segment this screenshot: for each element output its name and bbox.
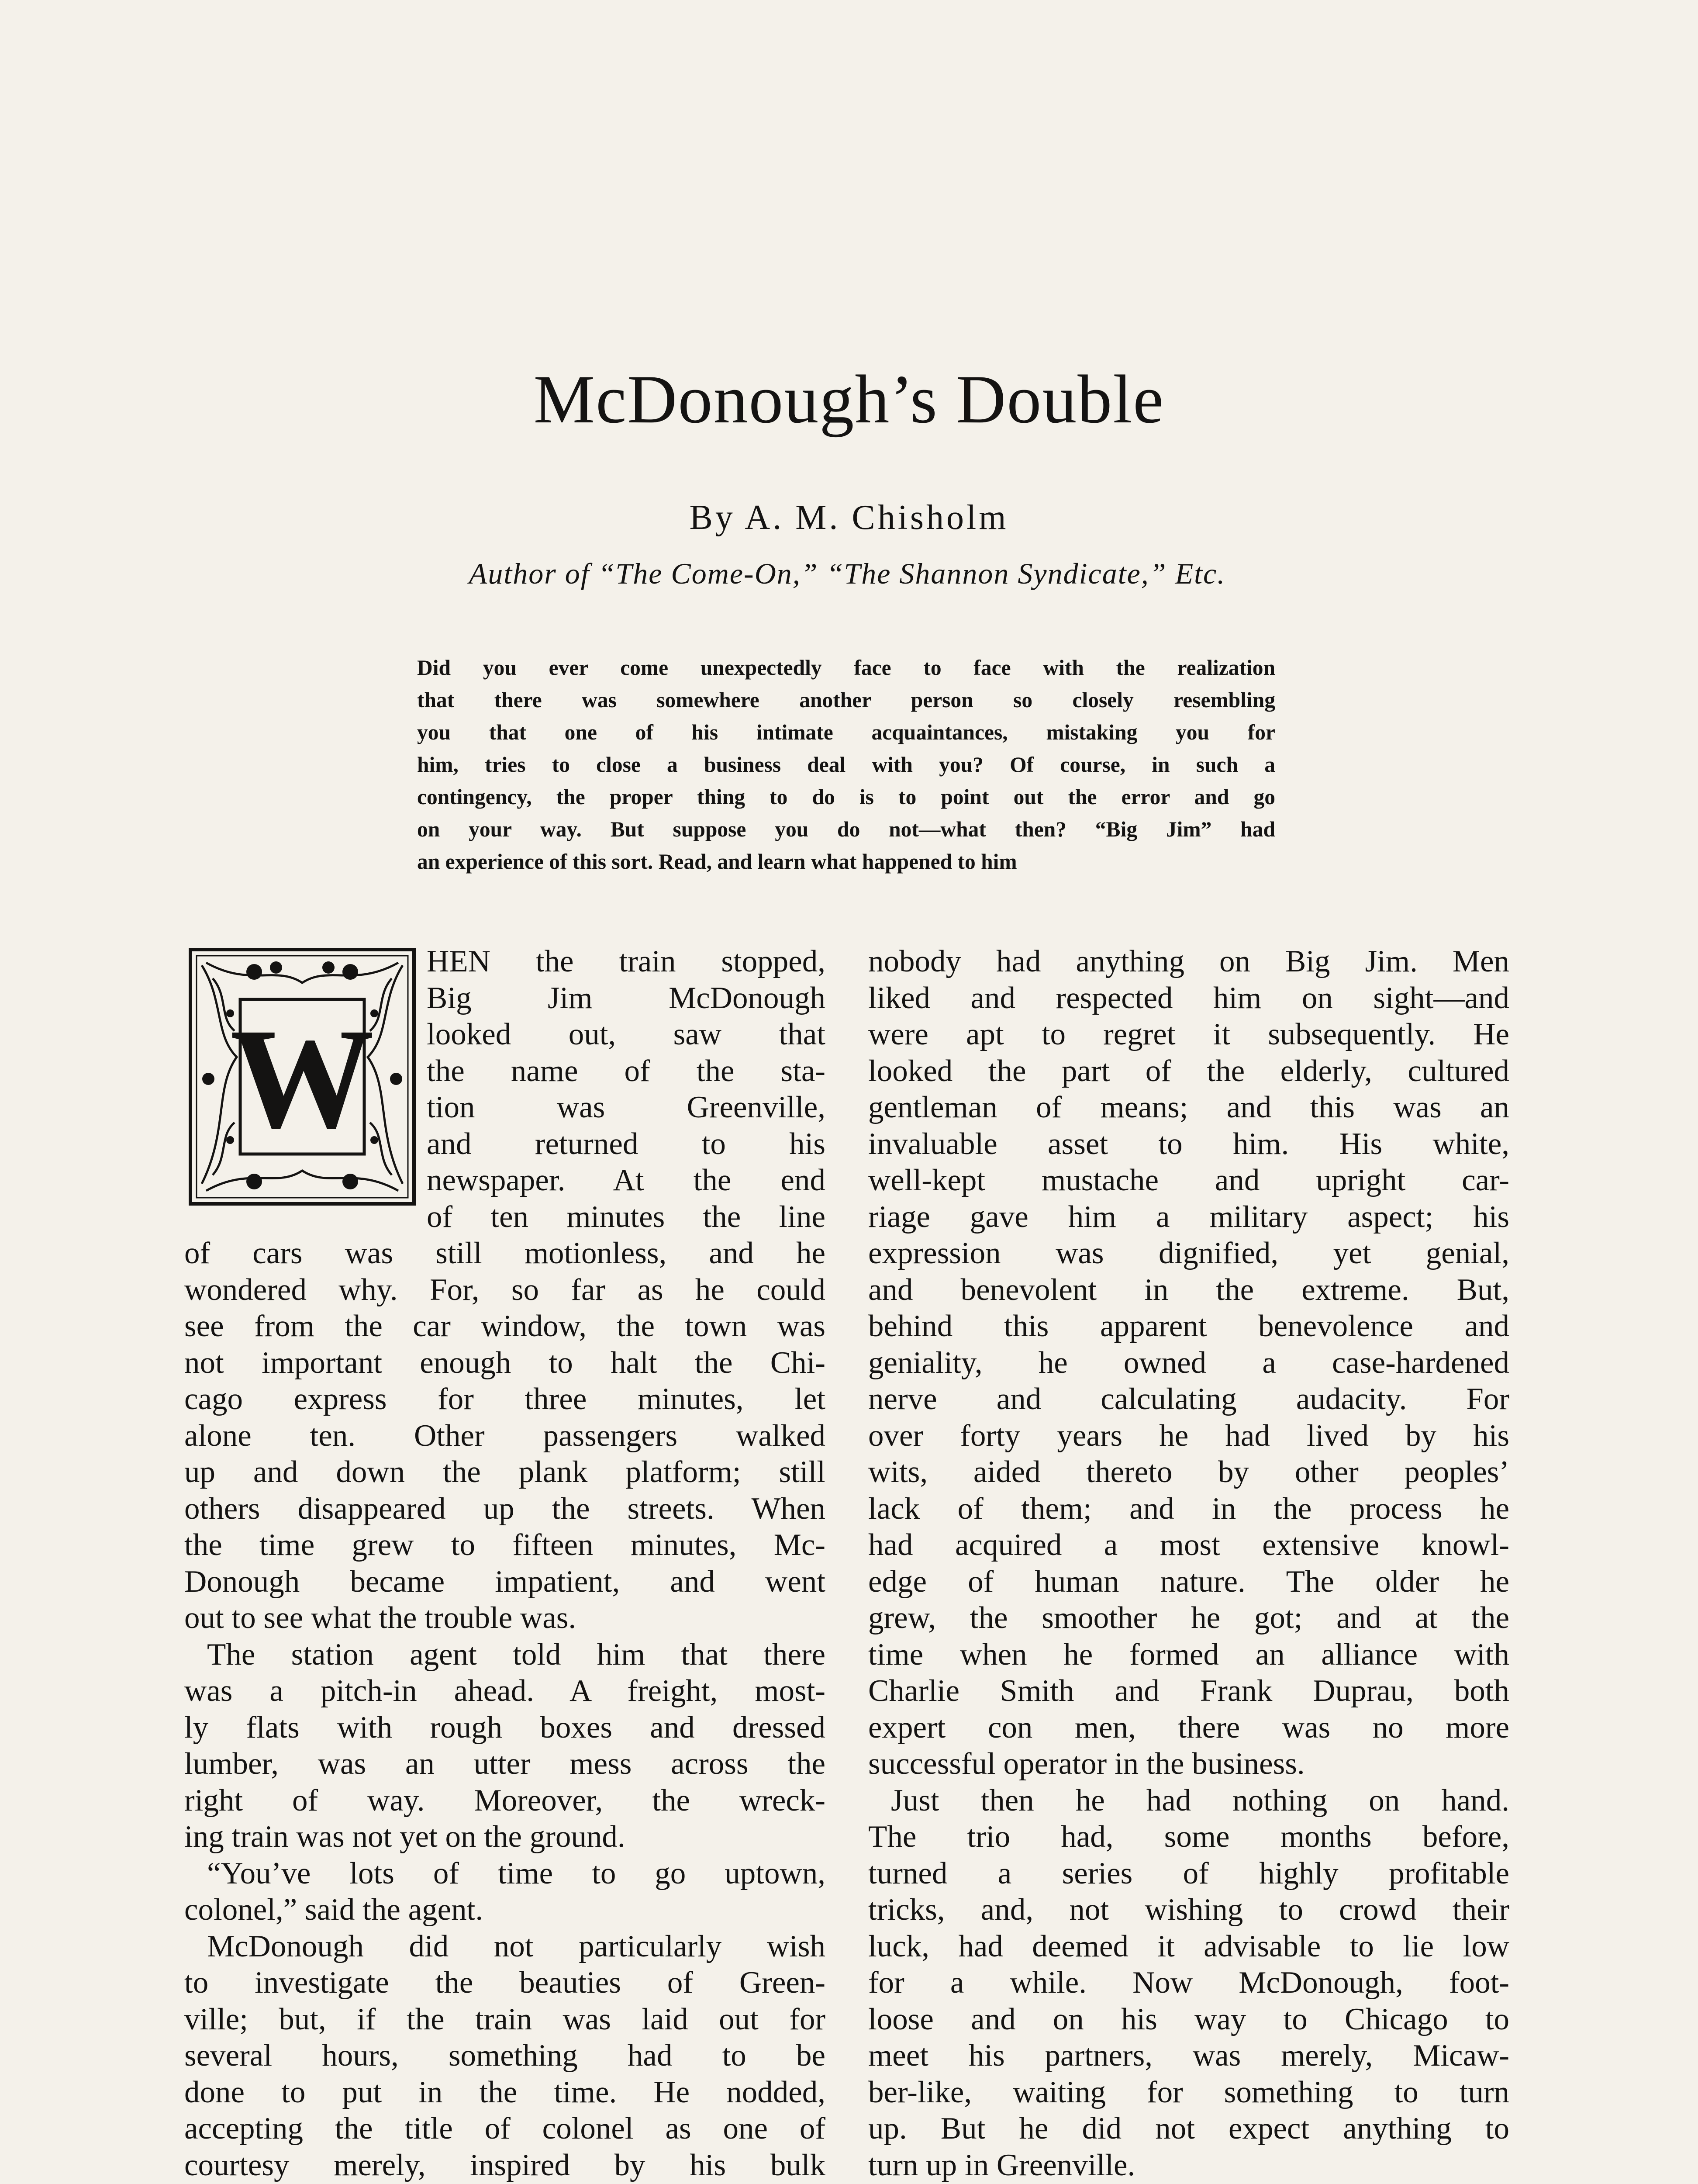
body-line: for a while. Now McDonough, foot-	[868, 1966, 1509, 2000]
right-column	[868, 943, 1509, 2184]
left-column	[184, 943, 825, 2184]
author-credits: Author of “The Come-On,” “The Shannon Syndicate,” Etc.	[469, 557, 1226, 590]
drop-cap-letter: W	[230, 999, 374, 1158]
body-line: alone ten. Other passengers walked	[184, 1418, 825, 1453]
body-line: luck, had deemed it advisable to lie low	[868, 1929, 1509, 1963]
body-line: The station agent told him that there	[207, 1637, 825, 1672]
body-line: was a pitch-in ahead. A freight, most-	[184, 1674, 825, 1708]
body-line: tricks, and, not wishing to crowd their	[868, 1893, 1509, 1927]
intro-blurb	[417, 652, 1275, 878]
body-line: not important enough to halt the Chi-	[184, 1345, 825, 1380]
body-line: ly flats with rough boxes and dressed	[184, 1710, 825, 1745]
body-line: grew, the smoother he got; and at the	[868, 1601, 1509, 1635]
body-line: Big Jim McDonough	[427, 981, 825, 1015]
body-line: riage gave him a military aspect; his	[868, 1199, 1509, 1234]
body-line: McDonough did not particularly wish	[207, 1929, 825, 1963]
body-line: meet his partners, was merely, Micaw-	[868, 2039, 1509, 2073]
body-line: the name of the sta-	[427, 1054, 825, 1088]
body-line: nerve and calculating audacity. For	[868, 1382, 1509, 1416]
body-line: done to put in the time. He nodded,	[184, 2075, 825, 2109]
intro-line: that there was somewhere another person so closely resembling	[417, 688, 1275, 712]
body-line: expert con men, there was no more	[868, 1710, 1509, 1745]
body-line: ville; but, if the train was laid out for	[184, 2002, 825, 2036]
body-line: out to see what the trouble was.	[184, 1601, 576, 1635]
body-line: courtesy merely, inspired by his bulk	[184, 2148, 825, 2182]
body-line: wits, aided thereto by other peoples’	[868, 1455, 1509, 1489]
body-line: behind this apparent benevolence and	[868, 1309, 1509, 1343]
body-line: HEN the train stopped,	[427, 944, 825, 978]
body-line: Donough became impatient, and went	[184, 1564, 825, 1599]
body-line: successful operator in the business.	[868, 1747, 1305, 1781]
body-line: tion was Greenville,	[427, 1090, 825, 1124]
body-line: lack of them; and in the process he	[868, 1491, 1509, 1526]
body-line: see from the car window, the town was	[184, 1309, 825, 1343]
body-line: wondered why. For, so far as he could	[184, 1272, 825, 1307]
body-line: right of way. Moreover, the wreck-	[184, 1783, 825, 1818]
body-line: up and down the plank platform; still	[184, 1455, 825, 1489]
body-line: others disappeared up the streets. When	[184, 1491, 825, 1526]
intro-line: contingency, the proper thing to do is to point out the error and go	[417, 785, 1275, 809]
body-line: edge of human nature. The older he	[868, 1564, 1509, 1599]
body-line: invaluable asset to him. His white,	[868, 1127, 1509, 1161]
body-line: looked the part of the elderly, cultured	[868, 1054, 1509, 1088]
body-line: gentleman of means; and this was an	[868, 1090, 1509, 1124]
body-line: and benevolent in the extreme. But,	[868, 1272, 1509, 1307]
body-line: Charlie Smith and Frank Duprau, both	[868, 1674, 1509, 1708]
body-line: of cars was still motionless, and he	[184, 1236, 825, 1270]
intro-line: you that one of his intimate acquaintances, mistaking you for	[417, 720, 1275, 744]
body-line: time when he formed an alliance with	[868, 1637, 1509, 1672]
body-line: geniality, he owned a case-hardened	[868, 1345, 1509, 1380]
body-line: ing train was not yet on the ground.	[184, 1820, 625, 1854]
intro-line: an experience of this sort. Read, and learn what happened to him	[417, 850, 1017, 874]
intro-line: Did you ever come unexpectedly face to face with the realization	[417, 656, 1275, 680]
body-line: looked out, saw that	[427, 1017, 825, 1051]
body-line: expression was dignified, yet genial,	[868, 1236, 1509, 1270]
body-line: were apt to regret it subsequently. He	[868, 1017, 1509, 1051]
body-line: over forty years he had lived by his	[868, 1418, 1509, 1453]
intro-line: him, tries to close a business deal with you? Of course, in such a	[417, 753, 1275, 777]
body-line: cago express for three minutes, let	[184, 1382, 825, 1416]
article-title: McDonough’s Double	[533, 361, 1165, 438]
body-line: The trio had, some months before,	[868, 1820, 1509, 1854]
body-line: several hours, something had to be	[184, 2039, 825, 2073]
body-line: of ten minutes the line	[427, 1199, 825, 1234]
body-line: well-kept mustache and upright car-	[868, 1163, 1509, 1197]
body-line: and returned to his	[427, 1127, 825, 1161]
body-line: had acquired a most extensive knowl-	[868, 1528, 1509, 1562]
body-line: the time grew to fifteen minutes, Mc-	[184, 1528, 825, 1562]
body-line: accepting the title of colonel as one of	[184, 2111, 825, 2146]
body-line: newspaper. At the end	[427, 1163, 825, 1197]
body-line: colonel,” said the agent.	[184, 1893, 483, 1927]
intro-line: on your way. But suppose you do not—what then? “Big Jim” had	[417, 817, 1275, 841]
body-line: up. But he did not expect anything to	[868, 2111, 1509, 2146]
body-line: loose and on his way to Chicago to	[868, 2002, 1509, 2036]
body-line: Just then he had nothing on hand.	[891, 1783, 1509, 1818]
body-line: ber-like, waiting for something to turn	[868, 2075, 1509, 2109]
body-line: turn up in Greenville.	[868, 2148, 1135, 2182]
body-line: to investigate the beauties of Green-	[184, 1966, 825, 2000]
body-line: turned a series of highly profitable	[868, 1856, 1509, 1890]
byline: By A. M. Chisholm	[689, 498, 1009, 537]
body-line: liked and respected him on sight—and	[868, 981, 1509, 1015]
body-line: nobody had anything on Big Jim. Men	[868, 944, 1509, 978]
body-line: lumber, was an utter mess across the	[184, 1747, 825, 1781]
body-line: “You’ve lots of time to go uptown,	[207, 1856, 825, 1890]
